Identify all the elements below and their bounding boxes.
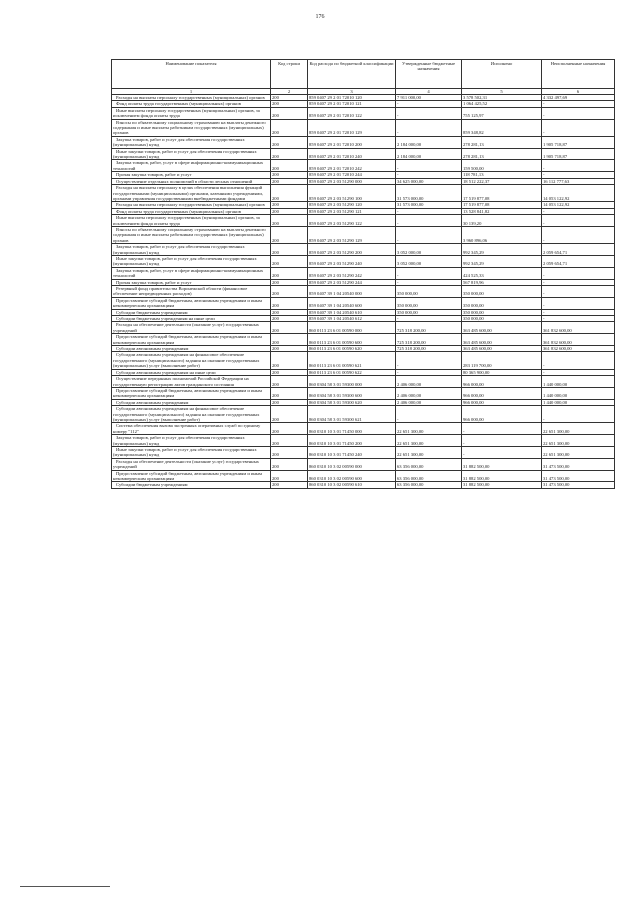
- executed-amount-cell: 13 528 841,82: [462, 208, 542, 214]
- indicator-name-cell: Субсидии автономным учреждениям на финансовое обеспечение государственного (муниципального) задания на оказание государственных (муниципальных) услуг (выполнение работ): [112, 406, 271, 423]
- indicator-name-cell: Фонд оплаты труда государственных (муниципальных) органов: [112, 208, 271, 214]
- budget-code-cell: 859 0407 29 2 01 72010 121: [308, 101, 396, 107]
- budget-code-cell: 859 0407 29 2 01 72010 200: [308, 136, 396, 148]
- line-code-cell: 200: [271, 435, 308, 447]
- line-code-cell: 200: [271, 458, 308, 470]
- unexecuted-amount-cell: -: [542, 352, 615, 369]
- indicator-name-cell: Субсидии автономным учреждениям на финансовое обеспечение государственного (муниципального) задания на оказание государственных (муниципальных) услуг (выполнение работ): [112, 352, 271, 369]
- header-row: [112, 60, 615, 89]
- page-number: 176: [315, 14, 325, 20]
- approved-amount-cell: 3 052 000,00: [396, 255, 462, 267]
- budget-code-cell: 860 0310 10 3 01 71450 000: [308, 423, 396, 435]
- approved-amount-cell: 725 318 200,00: [396, 334, 462, 346]
- header-unexecuted: Неисполненные назначения: [542, 60, 615, 89]
- unexecuted-amount-cell: -: [542, 316, 615, 322]
- table-row: [112, 297, 615, 309]
- indicator-name-cell: Расходы на выплаты персоналу государственных (муниципальных) органов: [112, 95, 271, 101]
- approved-amount-cell: 3 052 000,00: [396, 244, 462, 256]
- indicator-name-cell: Осуществление отдельных полномочий в области лесных отношений: [112, 178, 271, 184]
- approved-amount-cell: 2 184 000,00: [396, 148, 462, 160]
- approved-amount-cell: 63 356 000,00: [396, 482, 462, 488]
- line-code-cell: 200: [271, 185, 308, 202]
- header-executed: Исполнено: [462, 60, 542, 89]
- approved-amount-cell: 725 318 200,00: [396, 346, 462, 352]
- budget-code-cell: 859 0407 39 1 04 20540 600: [308, 297, 396, 309]
- approved-amount-cell: 34 625 000,00: [396, 178, 462, 184]
- budget-code-cell: 859 0407 29 2 03 51290 122: [308, 215, 396, 227]
- line-code-cell: 200: [271, 267, 308, 279]
- unexecuted-amount-cell: 22 651 300,00: [542, 446, 615, 458]
- executed-amount-cell: 966 000,00: [462, 406, 542, 423]
- executed-amount-cell: 350 000,00: [462, 286, 542, 298]
- indicator-name-cell: Фонд оплаты труда государственных (муниципальных) органов: [112, 101, 271, 107]
- indicator-name-cell: Предоставление субсидий бюджетным, автономным учреждениям и иным некоммерческим организациям: [112, 387, 271, 399]
- table-row: [112, 470, 615, 482]
- line-code-cell: 200: [271, 387, 308, 399]
- table-row: [112, 107, 615, 119]
- indicator-name-cell: Иные закупки товаров, работ и услуг для обеспечения государственных (муниципальных) нужд: [112, 148, 271, 160]
- table-row: [112, 148, 615, 160]
- line-code-cell: 200: [271, 286, 308, 298]
- unexecuted-amount-cell: 4 332 497,69: [542, 95, 615, 101]
- column-number: 5: [462, 89, 542, 95]
- executed-amount-cell: 350 000,00: [462, 309, 542, 315]
- executed-amount-cell: 755 125,97: [462, 107, 542, 119]
- indicator-name-cell: Взносы по обязательному социальному страхованию на выплаты денежного содержания и иные выплаты работникам государственных (муниципальных) органов: [112, 119, 271, 136]
- footnote-divider: [20, 886, 110, 887]
- line-code-cell: 200: [271, 101, 308, 107]
- indicator-name-cell: Предоставление субсидий бюджетным, автономным учреждениям и иным некоммерческим организациям: [112, 297, 271, 309]
- executed-amount-cell: 424 525,33: [462, 267, 542, 279]
- executed-amount-cell: 363 485 600,00: [462, 322, 542, 334]
- line-code-cell: 200: [271, 482, 308, 488]
- table-row: [112, 244, 615, 256]
- unexecuted-amount-cell: 31 473 500,00: [542, 458, 615, 470]
- executed-amount-cell: 3 578 502,31: [462, 95, 542, 101]
- executed-amount-cell: 350 000,00: [462, 316, 542, 322]
- indicator-name-cell: Система обеспечения вызова экстренных оперативных служб по единому номеру "112": [112, 423, 271, 435]
- approved-amount-cell: -: [396, 172, 462, 178]
- unexecuted-amount-cell: -: [542, 107, 615, 119]
- budget-code-cell: 859 0407 39 1 04 20540 610: [308, 309, 396, 315]
- budget-code-cell: 859 0407 29 2 03 51290 100: [308, 185, 396, 202]
- line-code-cell: 200: [271, 178, 308, 184]
- unexecuted-amount-cell: -: [542, 119, 615, 136]
- approved-amount-cell: 350 000,00: [396, 309, 462, 315]
- indicator-name-cell: Закупка товаров, работ и услуг для обеспечения государственных (муниципальных) нужд: [112, 435, 271, 447]
- approved-amount-cell: -: [396, 107, 462, 119]
- executed-amount-cell: 966 000,00: [462, 387, 542, 399]
- table-row: [112, 423, 615, 435]
- approved-amount-cell: 31 573 000,00: [396, 202, 462, 208]
- indicator-name-cell: Расходы на выплаты персоналу государственных (муниципальных) органов: [112, 202, 271, 208]
- executed-amount-cell: 3 960 896,06: [462, 226, 542, 243]
- unexecuted-amount-cell: 1 905 718,87: [542, 136, 615, 148]
- line-code-cell: 200: [271, 369, 308, 375]
- indicator-name-cell: Прочая закупка товаров, работ и услуг: [112, 279, 271, 285]
- unexecuted-amount-cell: -: [542, 101, 615, 107]
- line-code-cell: 200: [271, 136, 308, 148]
- budget-code-cell: 860 0113 23 6 01 00590 600: [308, 334, 396, 346]
- line-code-cell: 200: [271, 322, 308, 334]
- executed-amount-cell: 31 882 500,00: [462, 482, 542, 488]
- approved-amount-cell: 2 184 000,00: [396, 136, 462, 148]
- unexecuted-amount-cell: -: [542, 406, 615, 423]
- approved-amount-cell: 350 000,00: [396, 297, 462, 309]
- table-body: [112, 95, 615, 489]
- executed-amount-cell: 30 139,20: [462, 215, 542, 227]
- table-row: [112, 352, 615, 369]
- indicator-name-cell: Закупка товаров, работ, услуг в сфере информационно-коммуникационных технологий: [112, 267, 271, 279]
- header-name: Наименование показателя: [112, 60, 271, 89]
- budget-code-cell: 860 0113 23 6 01 00590 622: [308, 369, 396, 375]
- line-code-cell: 200: [271, 334, 308, 346]
- line-code-cell: 200: [271, 346, 308, 352]
- table-row: [112, 160, 615, 172]
- executed-amount-cell: 278 281,13: [462, 136, 542, 148]
- budget-code-cell: 859 0407 29 2 03 51290 242: [308, 267, 396, 279]
- table-row: [112, 387, 615, 399]
- approved-amount-cell: 22 651 300,00: [396, 446, 462, 458]
- indicator-name-cell: Расходы на обеспечение деятельности (оказание услуг) государственных учреждений: [112, 322, 271, 334]
- budget-code-cell: 860 0304 58 3 01 59300 000: [308, 376, 396, 388]
- indicator-name-cell: Осуществление переданных полномочий Российской Федерации на государственную регистрацию актов гражданского состояния: [112, 376, 271, 388]
- unexecuted-amount-cell: 31 473 500,00: [542, 470, 615, 482]
- budget-execution-table: [111, 59, 615, 489]
- indicator-name-cell: Иные выплаты персоналу государственных (муниципальных) органов, за исключением фонда оплаты труда: [112, 215, 271, 227]
- unexecuted-amount-cell: 14 053 122,92: [542, 185, 615, 202]
- line-code-cell: 200: [271, 279, 308, 285]
- executed-amount-cell: 278 281,13: [462, 148, 542, 160]
- approved-amount-cell: 2 406 000,00: [396, 376, 462, 388]
- executed-amount-cell: 350 000,00: [462, 297, 542, 309]
- table-row: [112, 136, 615, 148]
- indicator-name-cell: Субсидии бюджетным учреждениям: [112, 309, 271, 315]
- executed-amount-cell: 118 781,13: [462, 172, 542, 178]
- table-row: [112, 482, 615, 488]
- unexecuted-amount-cell: -: [542, 215, 615, 227]
- indicator-name-cell: Предоставление субсидий бюджетным, автономным учреждениям и иным некоммерческим организациям: [112, 470, 271, 482]
- indicator-name-cell: Расходы на обеспечение деятельности (оказание услуг) государственных учреждений: [112, 458, 271, 470]
- executed-amount-cell: 992 345,29: [462, 255, 542, 267]
- unexecuted-amount-cell: 2 059 654,71: [542, 255, 615, 267]
- unexecuted-amount-cell: -: [542, 267, 615, 279]
- executed-amount-cell: 283 119 700,00: [462, 352, 542, 369]
- unexecuted-amount-cell: -: [542, 309, 615, 315]
- unexecuted-amount-cell: 1 440 000,00: [542, 399, 615, 405]
- executed-amount-cell: 17 519 877,08: [462, 185, 542, 202]
- approved-amount-cell: 725 318 200,00: [396, 322, 462, 334]
- line-code-cell: 200: [271, 352, 308, 369]
- indicator-name-cell: Взносы по обязательному социальному страхованию на выплаты денежного содержания и иные выплаты работникам государственных (муниципальных) органов: [112, 226, 271, 243]
- indicator-name-cell: Субсидии автономным учреждениям на иные цели: [112, 369, 271, 375]
- executed-amount-cell: 966 000,00: [462, 376, 542, 388]
- table-row: [112, 446, 615, 458]
- budget-code-cell: 860 0113 23 6 01 00590 620: [308, 346, 396, 352]
- unexecuted-amount-cell: 22 651 300,00: [542, 423, 615, 435]
- approved-amount-cell: 63 356 000,00: [396, 470, 462, 482]
- approved-amount-cell: -: [396, 208, 462, 214]
- indicator-name-cell: Субсидии бюджетным учреждениям: [112, 482, 271, 488]
- line-code-cell: 200: [271, 406, 308, 423]
- table-row: [112, 185, 615, 202]
- budget-code-cell: 860 0310 10 3 01 71450 240: [308, 446, 396, 458]
- budget-code-cell: 859 0407 29 2 03 51290 244: [308, 279, 396, 285]
- executed-amount-cell: -: [462, 423, 542, 435]
- budget-code-cell: 859 0407 29 2 03 51290 129: [308, 226, 396, 243]
- budget-code-cell: 860 0113 23 6 01 00590 621: [308, 352, 396, 369]
- budget-code-cell: 860 0304 58 3 01 59300 600: [308, 387, 396, 399]
- column-number: 3: [308, 89, 396, 95]
- unexecuted-amount-cell: 361 832 600,00: [542, 322, 615, 334]
- executed-amount-cell: 31 882 500,00: [462, 470, 542, 482]
- line-code-cell: 200: [271, 160, 308, 172]
- line-code-cell: 200: [271, 376, 308, 388]
- line-code-cell: 200: [271, 446, 308, 458]
- header-approved: Утвержденные бюджетные назначения: [396, 60, 462, 89]
- unexecuted-amount-cell: -: [542, 226, 615, 243]
- executed-amount-cell: 992 345,29: [462, 244, 542, 256]
- table-row: [112, 458, 615, 470]
- budget-code-cell: 859 0407 29 2 03 51290 120: [308, 202, 396, 208]
- line-code-cell: 200: [271, 316, 308, 322]
- unexecuted-amount-cell: 1 440 000,00: [542, 387, 615, 399]
- unexecuted-amount-cell: 2 059 654,71: [542, 244, 615, 256]
- unexecuted-amount-cell: 1 905 718,87: [542, 148, 615, 160]
- executed-amount-cell: -: [462, 446, 542, 458]
- indicator-name-cell: Предоставление субсидий бюджетным, автономным учреждениям и иным некоммерческим организациям: [112, 334, 271, 346]
- budget-code-cell: 859 0407 29 2 01 72010 122: [308, 107, 396, 119]
- unexecuted-amount-cell: 31 473 500,00: [542, 482, 615, 488]
- budget-code-cell: 859 0407 29 2 01 72010 242: [308, 160, 396, 172]
- line-code-cell: 200: [271, 470, 308, 482]
- line-code-cell: 200: [271, 95, 308, 101]
- unexecuted-amount-cell: -: [542, 160, 615, 172]
- column-number: 2: [271, 89, 308, 95]
- unexecuted-amount-cell: 361 832 600,00: [542, 334, 615, 346]
- unexecuted-amount-cell: 22 651 300,00: [542, 435, 615, 447]
- indicator-name-cell: Закупка товаров, работ и услуг для обеспечения государственных (муниципальных) нужд: [112, 244, 271, 256]
- line-code-cell: 200: [271, 202, 308, 208]
- indicator-name-cell: Иные закупки товаров, работ и услуг для обеспечения государственных (муниципальных) нужд: [112, 446, 271, 458]
- line-code-cell: 200: [271, 208, 308, 214]
- budget-code-cell: 860 0310 10 3 02 00590 000: [308, 458, 396, 470]
- approved-amount-cell: 22 651 300,00: [396, 423, 462, 435]
- unexecuted-amount-cell: -: [542, 369, 615, 375]
- approved-amount-cell: 22 651 300,00: [396, 435, 462, 447]
- executed-amount-cell: 363 485 600,00: [462, 334, 542, 346]
- table-row: [112, 322, 615, 334]
- approved-amount-cell: -: [396, 226, 462, 243]
- executed-amount-cell: 567 819,96: [462, 279, 542, 285]
- approved-amount-cell: 350 000,00: [396, 286, 462, 298]
- approved-amount-cell: -: [396, 406, 462, 423]
- executed-amount-cell: 363 485 600,00: [462, 346, 542, 352]
- table-row: [112, 267, 615, 279]
- indicator-name-cell: Прочая закупка товаров, работ и услуг: [112, 172, 271, 178]
- approved-amount-cell: -: [396, 101, 462, 107]
- approved-amount-cell: -: [396, 279, 462, 285]
- budget-code-cell: 860 0310 10 3 02 00590 600: [308, 470, 396, 482]
- executed-amount-cell: 859 348,82: [462, 119, 542, 136]
- budget-code-cell: 860 0113 23 6 01 00590 000: [308, 322, 396, 334]
- approved-amount-cell: 63 356 000,00: [396, 458, 462, 470]
- line-code-cell: 200: [271, 107, 308, 119]
- line-code-cell: 200: [271, 215, 308, 227]
- budget-code-cell: 859 0407 29 2 03 51290 240: [308, 255, 396, 267]
- budget-code-cell: 860 0304 58 3 01 59300 620: [308, 399, 396, 405]
- column-number: 4: [396, 89, 462, 95]
- unexecuted-amount-cell: -: [542, 172, 615, 178]
- indicator-name-cell: Закупка товаров, работ и услуг для обеспечения государственных (муниципальных) нужд: [112, 136, 271, 148]
- budget-code-cell: 859 0407 29 2 01 72010 129: [308, 119, 396, 136]
- table-row: [112, 286, 615, 298]
- indicator-name-cell: Субсидии бюджетным учреждениям на иные цели: [112, 316, 271, 322]
- indicator-name-cell: Субсидии автономным учреждениям: [112, 346, 271, 352]
- header-budget-code: Код расхода по бюджетной классификации: [308, 60, 396, 89]
- unexecuted-amount-cell: -: [542, 286, 615, 298]
- line-code-cell: 200: [271, 244, 308, 256]
- approved-amount-cell: -: [396, 369, 462, 375]
- unexecuted-amount-cell: 1 440 000,00: [542, 376, 615, 388]
- line-code-cell: 200: [271, 309, 308, 315]
- table-row: [112, 406, 615, 423]
- approved-amount-cell: -: [396, 352, 462, 369]
- executed-amount-cell: 1 064 425,52: [462, 101, 542, 107]
- line-code-cell: 200: [271, 172, 308, 178]
- executed-amount-cell: 18 512 222,37: [462, 178, 542, 184]
- budget-code-cell: 860 0310 10 3 02 00590 610: [308, 482, 396, 488]
- approved-amount-cell: -: [396, 119, 462, 136]
- indicator-name-cell: Расходы на выплаты персоналу в целях обеспечения выполнения функций государственными (муниципальными) органами, казенными учреждениями, органами управления государственными внебюджетными фондами: [112, 185, 271, 202]
- line-code-cell: 200: [271, 148, 308, 160]
- column-number: 6: [542, 89, 615, 95]
- executed-amount-cell: 31 882 500,00: [462, 458, 542, 470]
- budget-code-cell: 859 0407 29 2 03 51290 200: [308, 244, 396, 256]
- executed-amount-cell: 159 500,00: [462, 160, 542, 172]
- executed-amount-cell: 80 365 900,00: [462, 369, 542, 375]
- budget-code-cell: 859 0407 29 2 01 72010 120: [308, 95, 396, 101]
- table-row: [112, 435, 615, 447]
- approved-amount-cell: -: [396, 316, 462, 322]
- indicator-name-cell: Иные выплаты персоналу государственных (муниципальных) органов, за исключением фонда оплаты труда: [112, 107, 271, 119]
- executed-amount-cell: 17 519 877,08: [462, 202, 542, 208]
- unexecuted-amount-cell: -: [542, 279, 615, 285]
- table-row: [112, 255, 615, 267]
- line-code-cell: 200: [271, 226, 308, 243]
- line-code-cell: 200: [271, 399, 308, 405]
- unexecuted-amount-cell: 361 832 600,00: [542, 346, 615, 352]
- unexecuted-amount-cell: 14 053 122,92: [542, 202, 615, 208]
- line-code-cell: 200: [271, 119, 308, 136]
- column-number: 1: [112, 89, 271, 95]
- budget-code-cell: 859 0407 29 2 03 51290 000: [308, 178, 396, 184]
- unexecuted-amount-cell: 16 112 777,63: [542, 178, 615, 184]
- budget-code-cell: 859 0407 39 1 04 20540 612: [308, 316, 396, 322]
- table-row: [112, 226, 615, 243]
- header-line-code: Код строки: [271, 60, 308, 89]
- executed-amount-cell: 966 000,00: [462, 399, 542, 405]
- table-row: [112, 334, 615, 346]
- approved-amount-cell: 7 911 000,00: [396, 95, 462, 101]
- approved-amount-cell: 31 573 000,00: [396, 185, 462, 202]
- line-code-cell: 200: [271, 255, 308, 267]
- budget-code-cell: 859 0407 29 2 01 72010 240: [308, 148, 396, 160]
- budget-code-cell: 859 0407 39 1 04 20540 000: [308, 286, 396, 298]
- executed-amount-cell: -: [462, 435, 542, 447]
- budget-code-cell: 860 0304 58 3 01 59300 621: [308, 406, 396, 423]
- approved-amount-cell: 2 406 000,00: [396, 399, 462, 405]
- approved-amount-cell: 2 406 000,00: [396, 387, 462, 399]
- indicator-name-cell: Иные закупки товаров, работ и услуг для обеспечения государственных (муниципальных) нужд: [112, 255, 271, 267]
- unexecuted-amount-cell: -: [542, 297, 615, 309]
- table-row: [112, 376, 615, 388]
- indicator-name-cell: Резервный фонд правительства Воронежской области (финансовое обеспечение непредвиденных расходов): [112, 286, 271, 298]
- budget-code-cell: 859 0407 29 2 01 72010 244: [308, 172, 396, 178]
- table-row: [112, 119, 615, 136]
- line-code-cell: 200: [271, 423, 308, 435]
- budget-code-cell: 860 0310 10 3 01 71450 200: [308, 435, 396, 447]
- approved-amount-cell: -: [396, 160, 462, 172]
- unexecuted-amount-cell: -: [542, 208, 615, 214]
- indicator-name-cell: Субсидии автономным учреждениям: [112, 399, 271, 405]
- table-row: [112, 215, 615, 227]
- budget-code-cell: 859 0407 29 2 03 51290 121: [308, 208, 396, 214]
- indicator-name-cell: Закупка товаров, работ, услуг в сфере информационно-коммуникационных технологий: [112, 160, 271, 172]
- approved-amount-cell: -: [396, 267, 462, 279]
- approved-amount-cell: -: [396, 215, 462, 227]
- line-code-cell: 200: [271, 297, 308, 309]
